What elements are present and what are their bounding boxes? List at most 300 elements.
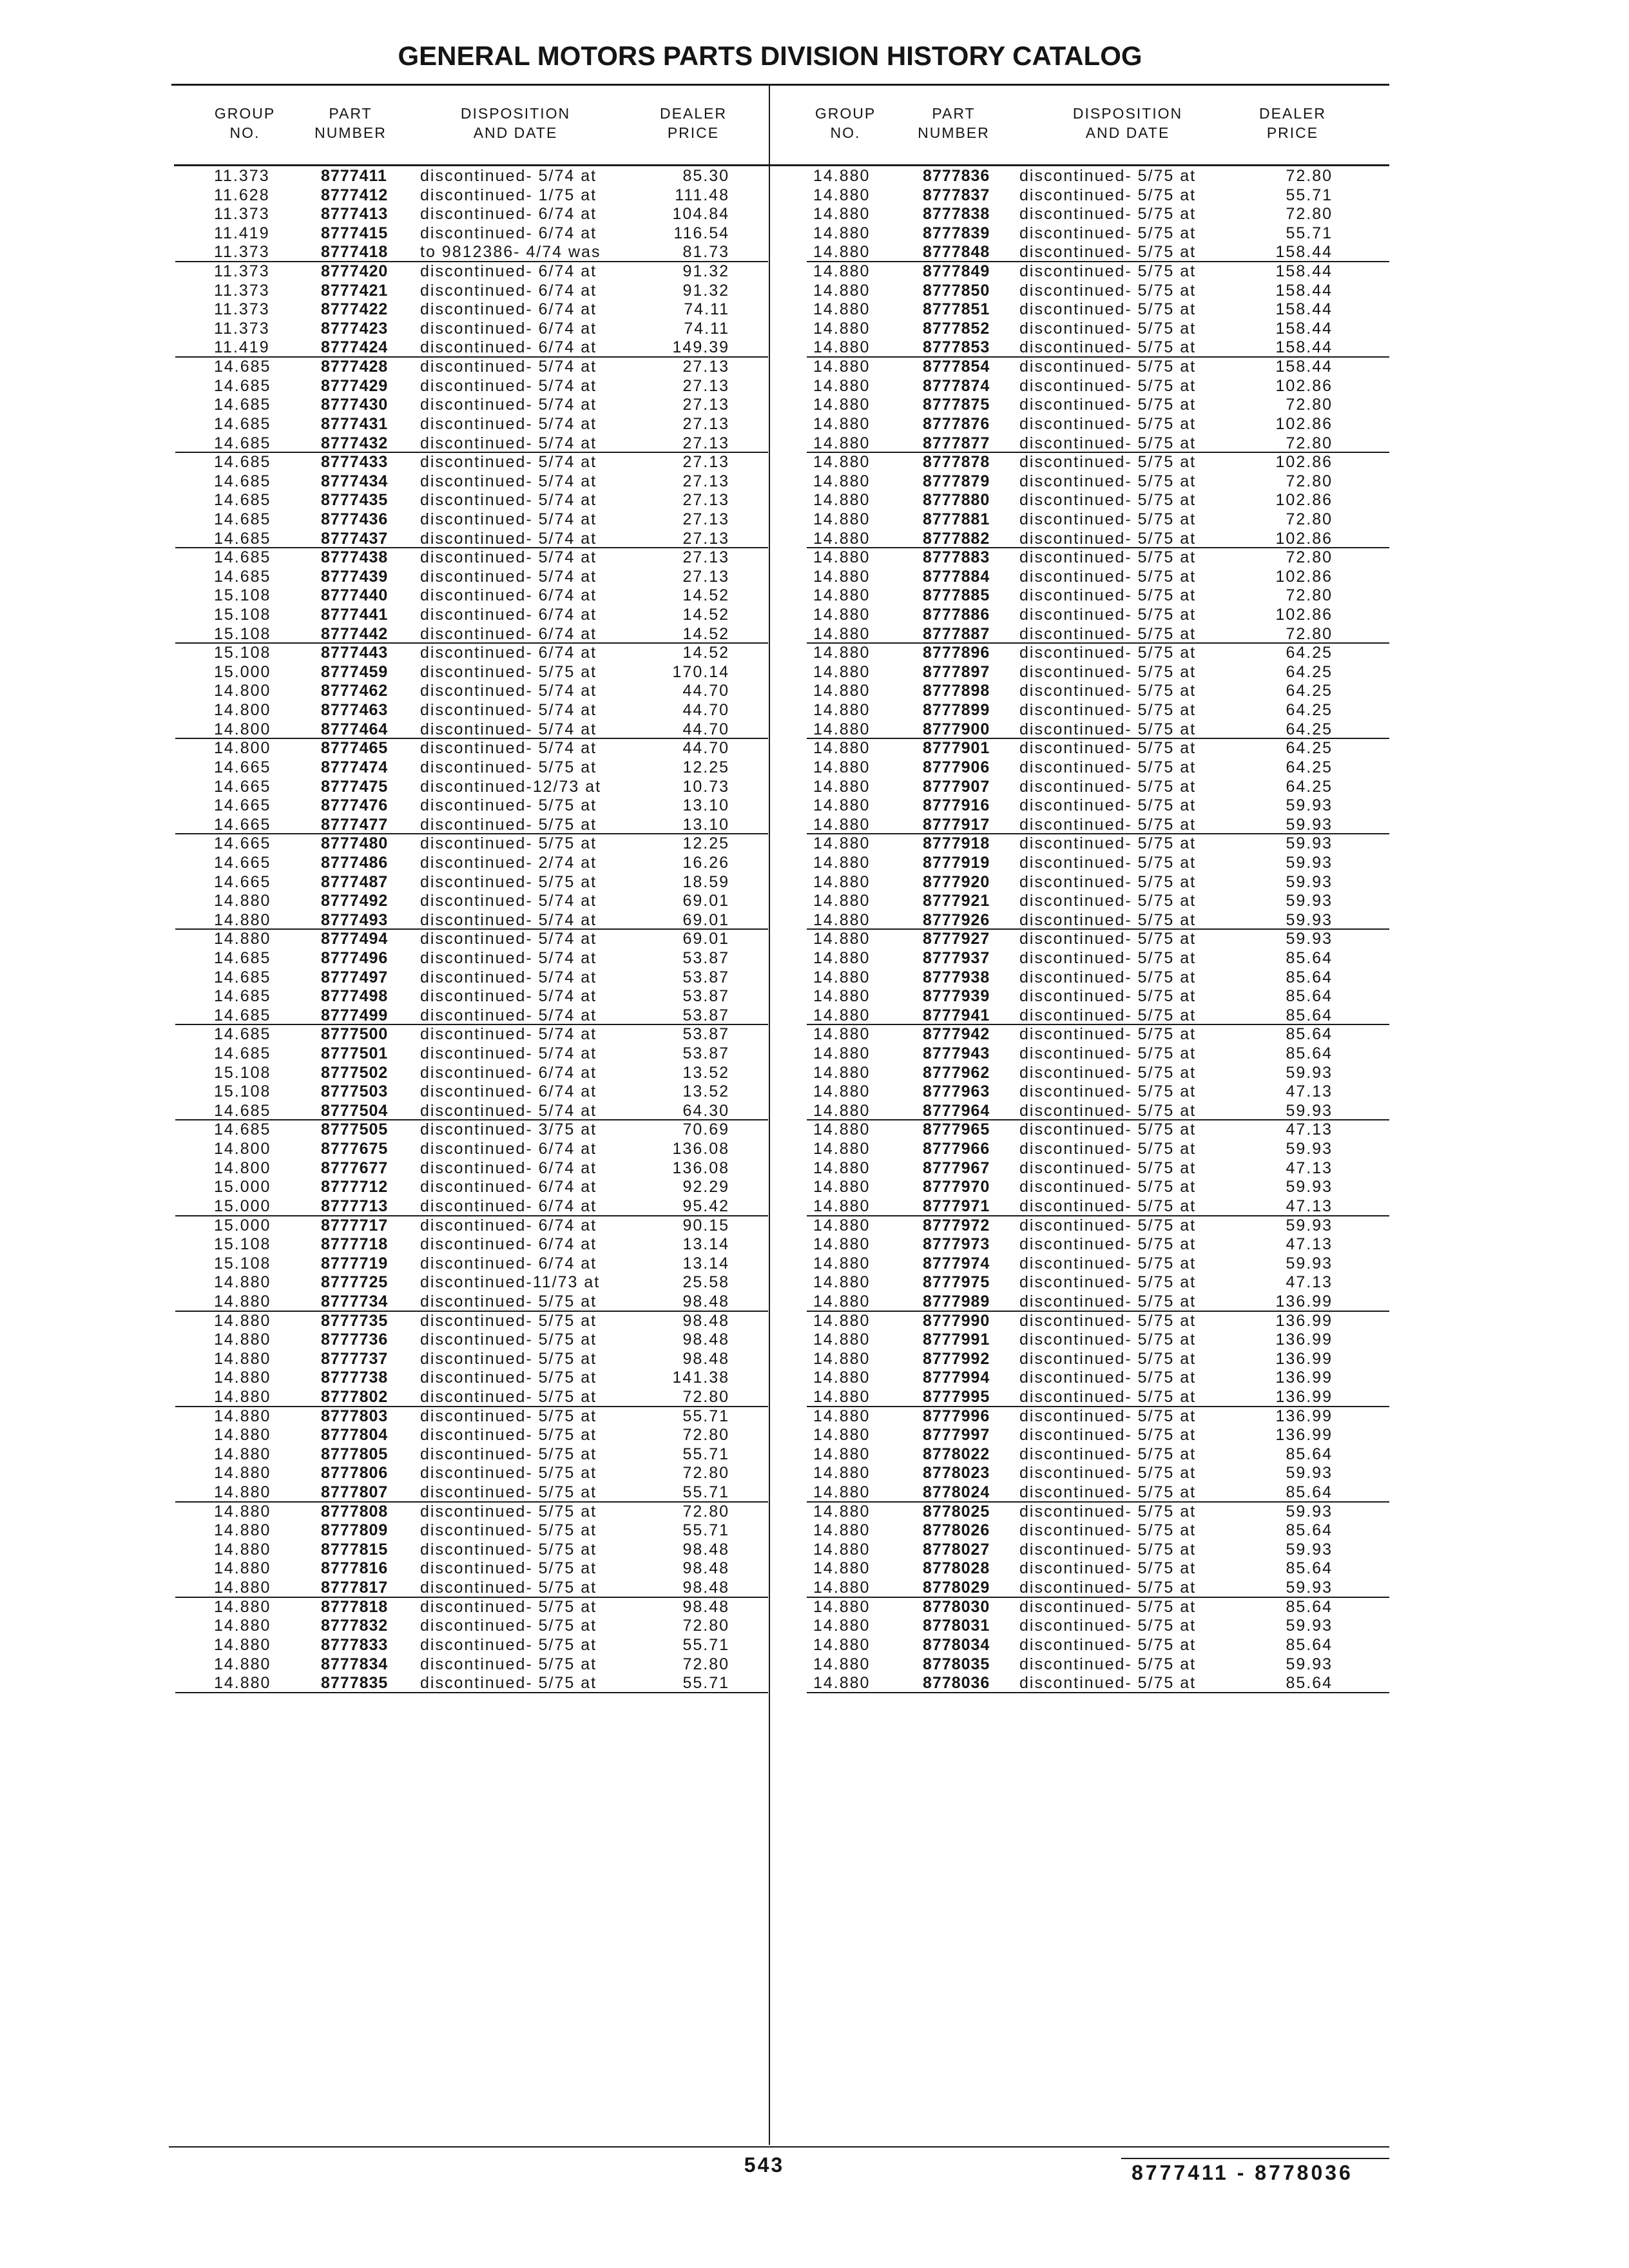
part-number: 8778034 <box>923 1635 990 1654</box>
table-row <box>0 548 769 568</box>
group-no: 14.685 <box>214 1006 271 1024</box>
group-no: 14.880 <box>813 319 871 338</box>
disposition: discontinued- 5/75 at <box>1019 1044 1197 1063</box>
dealer-price: 136.99 <box>1275 1388 1333 1406</box>
part-number: 8777920 <box>923 872 990 891</box>
disposition: discontinued- 5/75 at <box>420 1617 597 1635</box>
dealer-price: 47.13 <box>1286 1235 1333 1254</box>
table-row <box>0 796 769 816</box>
disposition: discontinued- 5/75 at <box>1019 358 1197 376</box>
dealer-price: 85.64 <box>1286 1044 1333 1063</box>
dealer-price: 55.71 <box>682 1483 729 1502</box>
right-column-table <box>769 167 1539 1695</box>
dealer-price: 136.99 <box>1275 1407 1333 1425</box>
table-row <box>0 1235 769 1254</box>
part-number: 8777736 <box>321 1331 389 1349</box>
dealer-price: 59.93 <box>1286 1540 1333 1559</box>
group-no: 14.880 <box>813 1196 871 1215</box>
table-row <box>769 968 1539 988</box>
dealer-price: 27.13 <box>682 491 729 510</box>
table-row <box>769 186 1539 206</box>
disposition: discontinued- 6/74 at <box>420 319 597 338</box>
group-no: 14.880 <box>813 1216 871 1235</box>
dealer-price: 47.13 <box>1286 1273 1333 1292</box>
part-number: 8777675 <box>321 1140 389 1158</box>
table-row <box>0 282 769 301</box>
disposition: discontinued- 6/74 at <box>420 1063 597 1082</box>
group-no: 14.880 <box>813 872 871 891</box>
disposition: discontinued- 5/74 at <box>420 548 597 567</box>
disposition: discontinued- 5/74 at <box>420 910 597 929</box>
table-row <box>0 968 769 988</box>
group-no: 14.880 <box>813 376 871 395</box>
part-number: 8777965 <box>923 1120 990 1139</box>
group-no: 14.880 <box>813 300 871 319</box>
group-no: 14.880 <box>813 1082 871 1101</box>
part-number: 8777941 <box>923 1006 990 1024</box>
disposition: discontinued- 5/75 at <box>1019 1140 1197 1158</box>
disposition: discontinued- 5/75 at <box>420 1559 597 1578</box>
group-no: 14.880 <box>813 262 871 281</box>
group-no: 14.880 <box>813 1158 871 1177</box>
disposition: discontinued- 6/74 at <box>420 1178 597 1196</box>
part-number: 8777718 <box>321 1235 389 1254</box>
table-row <box>769 1331 1539 1350</box>
dealer-price: 72.80 <box>1286 548 1333 567</box>
dealer-price: 53.87 <box>682 968 729 986</box>
group-no: 14.880 <box>813 1025 871 1044</box>
dealer-price: 47.13 <box>1286 1082 1333 1101</box>
disposition: discontinued- 5/74 at <box>420 1101 597 1120</box>
group-no: 15.108 <box>214 1063 271 1082</box>
group-no: 14.880 <box>214 1597 271 1616</box>
group-no: 14.685 <box>214 548 271 567</box>
group-no: 14.800 <box>214 720 271 738</box>
dealer-price: 72.80 <box>1286 510 1333 528</box>
group-no: 14.685 <box>214 987 271 1006</box>
dealer-price: 104.84 <box>672 205 729 224</box>
table-row <box>0 1064 769 1083</box>
table-row <box>0 338 769 358</box>
group-no: 14.685 <box>214 567 271 586</box>
table-row <box>0 1483 769 1503</box>
table-row <box>0 1293 769 1312</box>
part-number: 8777972 <box>923 1216 990 1235</box>
disposition: discontinued- 5/75 at <box>1019 1464 1197 1483</box>
disposition: discontinued- 5/74 at <box>420 472 597 490</box>
table-row <box>769 1120 1539 1140</box>
disposition: discontinued- 5/75 at <box>420 1502 597 1521</box>
disposition: discontinued- 5/75 at <box>420 1540 597 1559</box>
dealer-price: 59.93 <box>1286 815 1333 834</box>
dealer-price: 85.30 <box>682 167 729 185</box>
part-number: 8777991 <box>923 1331 990 1349</box>
group-no: 14.800 <box>214 1158 271 1177</box>
dealer-price: 55.71 <box>682 1635 729 1654</box>
table-row <box>0 1159 769 1178</box>
table-row <box>769 282 1539 301</box>
table-row <box>0 1617 769 1636</box>
page-title: GENERAL MOTORS PARTS DIVISION HISTORY CATALOG <box>398 41 1142 71</box>
dealer-price: 158.44 <box>1275 300 1333 319</box>
table-row <box>769 1445 1539 1465</box>
dealer-price: 64.25 <box>1286 758 1333 776</box>
table-row <box>769 262 1539 282</box>
disposition: to 9812386- 4/74 was <box>420 243 601 262</box>
dealer-price: 102.86 <box>1275 606 1333 624</box>
part-number: 8777835 <box>321 1674 389 1693</box>
dealer-price: 85.64 <box>1286 948 1333 967</box>
disposition: discontinued- 5/75 at <box>420 796 597 815</box>
part-number: 8777465 <box>321 739 389 758</box>
group-no: 14.685 <box>214 376 271 395</box>
table-row <box>0 262 769 282</box>
group-no: 15.108 <box>214 606 271 624</box>
part-number: 8777504 <box>321 1101 389 1120</box>
part-number: 8777881 <box>923 510 990 528</box>
table-row <box>0 1350 769 1369</box>
header-line: DISPOSITION <box>1072 105 1183 122</box>
group-no: 14.880 <box>813 453 871 472</box>
table-row <box>769 224 1539 244</box>
header-line: NO. <box>229 124 260 141</box>
part-number: 8777437 <box>321 529 389 548</box>
disposition: discontinued- 5/75 at <box>420 1635 597 1654</box>
group-no: 14.880 <box>813 548 871 567</box>
group-no: 14.880 <box>214 1349 271 1368</box>
group-no: 14.685 <box>214 358 271 376</box>
header-part-number <box>870 104 1037 142</box>
part-number: 8777967 <box>923 1158 990 1177</box>
part-number: 8777423 <box>321 319 389 338</box>
dealer-price: 85.64 <box>1286 987 1333 1006</box>
header-line: NUMBER <box>314 124 387 141</box>
part-number: 8777735 <box>321 1311 389 1330</box>
part-number: 8777853 <box>923 338 990 357</box>
dealer-price: 47.13 <box>1286 1196 1333 1215</box>
disposition: discontinued- 5/75 at <box>420 1292 597 1311</box>
group-no: 14.880 <box>813 624 871 643</box>
group-no: 14.880 <box>813 662 871 681</box>
part-number: 8777807 <box>321 1483 389 1502</box>
table-row <box>769 300 1539 320</box>
table-row <box>769 1159 1539 1178</box>
table-row <box>769 949 1539 968</box>
part-number: 8777815 <box>321 1540 389 1559</box>
disposition: discontinued- 5/75 at <box>1019 1559 1197 1578</box>
disposition: discontinued- 5/75 at <box>1019 434 1197 452</box>
dealer-price: 27.13 <box>682 376 729 395</box>
part-number: 8777436 <box>321 510 389 528</box>
disposition: discontinued- 5/75 at <box>1019 892 1197 910</box>
disposition: discontinued- 5/75 at <box>1019 414 1197 433</box>
part-number: 8777926 <box>923 910 990 929</box>
group-no: 14.880 <box>214 1331 271 1349</box>
table-row <box>769 1407 1539 1427</box>
dealer-price: 136.99 <box>1275 1349 1333 1368</box>
disposition: discontinued- 5/75 at <box>1019 1196 1197 1215</box>
dealer-price: 27.13 <box>682 358 729 376</box>
part-number: 8777480 <box>321 834 389 853</box>
disposition: discontinued- 5/75 at <box>1019 682 1197 700</box>
disposition: discontinued- 5/75 at <box>1019 815 1197 834</box>
disposition: discontinued- 5/75 at <box>420 1349 597 1368</box>
dealer-price: 158.44 <box>1275 243 1333 262</box>
table-row <box>769 873 1539 892</box>
disposition: discontinued- 5/74 at <box>420 1044 597 1063</box>
table-row <box>769 205 1539 224</box>
disposition: discontinued- 5/75 at <box>1019 1331 1197 1349</box>
dealer-price: 85.64 <box>1286 968 1333 986</box>
part-number: 8777917 <box>923 815 990 834</box>
table-row <box>769 1102 1539 1121</box>
header-rule <box>174 164 1389 166</box>
table-row <box>0 205 769 224</box>
part-number: 8777896 <box>923 644 990 662</box>
group-no: 14.880 <box>813 1178 871 1196</box>
part-number: 8777879 <box>923 472 990 490</box>
group-no: 14.880 <box>813 1292 871 1311</box>
disposition: discontinued- 5/75 at <box>1019 548 1197 567</box>
disposition: discontinued- 5/75 at <box>1019 529 1197 548</box>
dealer-price: 72.80 <box>1286 434 1333 452</box>
table-row <box>769 243 1539 262</box>
table-row <box>769 415 1539 434</box>
part-number: 8778029 <box>923 1579 990 1597</box>
dealer-price: 14.52 <box>682 586 729 605</box>
group-no: 11.373 <box>214 243 270 262</box>
header-line: DEALER <box>659 105 728 122</box>
disposition: discontinued- 5/75 at <box>1019 1273 1197 1292</box>
part-number: 8777939 <box>923 987 990 1006</box>
table-row <box>0 415 769 434</box>
disposition: discontinued- 6/74 at <box>420 338 597 357</box>
dealer-price: 59.93 <box>1286 1502 1333 1521</box>
group-no: 14.685 <box>214 453 271 472</box>
dealer-price: 44.70 <box>682 682 729 700</box>
group-no: 14.880 <box>813 1579 871 1597</box>
table-row <box>769 796 1539 816</box>
dealer-price: 64.25 <box>1286 720 1333 738</box>
group-no: 14.880 <box>813 1006 871 1024</box>
dealer-price: 136.99 <box>1275 1311 1333 1330</box>
disposition: discontinued- 5/75 at <box>1019 930 1197 948</box>
part-number: 8778035 <box>923 1655 990 1673</box>
disposition: discontinued- 5/75 at <box>420 1674 597 1693</box>
part-number: 8777833 <box>321 1635 389 1654</box>
dealer-price: 12.25 <box>682 834 729 853</box>
part-number: 8777677 <box>321 1158 389 1177</box>
part-number: 8777919 <box>923 853 990 872</box>
disposition: discontinued- 5/75 at <box>420 1331 597 1349</box>
disposition: discontinued- 6/74 at <box>420 1140 597 1158</box>
dealer-price: 85.64 <box>1286 1521 1333 1540</box>
part-number: 8777854 <box>923 358 990 376</box>
table-row <box>0 1541 769 1560</box>
group-no: 11.373 <box>214 281 270 300</box>
table-row <box>0 167 769 186</box>
table-row <box>769 1598 1539 1617</box>
table-row <box>769 1044 1539 1064</box>
group-no: 14.880 <box>813 396 871 414</box>
table-row <box>0 1120 769 1140</box>
part-number: 8777717 <box>321 1216 389 1235</box>
part-number: 8777464 <box>321 720 389 738</box>
group-no: 14.880 <box>813 1254 871 1273</box>
table-row <box>0 1273 769 1293</box>
part-number: 8777817 <box>321 1579 389 1597</box>
dealer-price: 158.44 <box>1275 281 1333 300</box>
table-row <box>0 568 769 587</box>
disposition: discontinued- 6/74 at <box>420 1196 597 1215</box>
table-row <box>769 625 1539 644</box>
table-row <box>0 1674 769 1693</box>
part-number: 8777838 <box>923 205 990 224</box>
table-row <box>769 1025 1539 1044</box>
dealer-price: 55.71 <box>1286 224 1333 242</box>
group-no: 15.108 <box>214 1235 271 1254</box>
group-no: 14.880 <box>214 1273 271 1292</box>
disposition: discontinued- 5/75 at <box>1019 720 1197 738</box>
part-number: 8777906 <box>923 758 990 776</box>
group-no: 11.419 <box>214 338 270 357</box>
disposition: discontinued-11/73 at <box>420 1273 601 1292</box>
part-number: 8777415 <box>321 224 389 242</box>
group-no: 15.108 <box>214 624 271 643</box>
dealer-price: 98.48 <box>682 1559 729 1578</box>
dealer-price: 59.93 <box>1286 853 1333 872</box>
part-number: 8777938 <box>923 968 990 986</box>
group-no: 11.373 <box>214 205 270 224</box>
dealer-price: 47.13 <box>1286 1120 1333 1139</box>
disposition: discontinued- 5/75 at <box>1019 567 1197 586</box>
dealer-price: 13.10 <box>682 796 729 815</box>
part-number: 8777424 <box>321 338 389 357</box>
header-line: PART <box>932 105 976 122</box>
disposition: discontinued- 6/74 at <box>420 1216 597 1235</box>
disposition: discontinued- 5/75 at <box>1019 1178 1197 1196</box>
part-number: 8777494 <box>321 930 389 948</box>
dealer-price: 158.44 <box>1275 319 1333 338</box>
group-no: 14.685 <box>214 1120 271 1139</box>
group-no: 14.880 <box>813 1063 871 1082</box>
table-row <box>769 1388 1539 1407</box>
header-line: AND DATE <box>473 124 558 141</box>
header-line: AND DATE <box>1085 124 1170 141</box>
part-number: 8777805 <box>321 1445 389 1463</box>
part-number: 8777428 <box>321 358 389 376</box>
part-number: 8777899 <box>923 701 990 720</box>
table-row <box>769 1674 1539 1693</box>
dealer-price: 55.71 <box>682 1445 729 1463</box>
dealer-price: 158.44 <box>1275 358 1333 376</box>
dealer-price: 102.86 <box>1275 529 1333 548</box>
table-row <box>769 834 1539 854</box>
part-number: 8777818 <box>321 1597 389 1616</box>
part-number: 8777970 <box>923 1178 990 1196</box>
part-number: 8777492 <box>321 892 389 910</box>
dealer-price: 64.30 <box>682 1101 729 1120</box>
group-no: 14.880 <box>214 1635 271 1654</box>
header-line: PRICE <box>667 124 720 141</box>
dealer-price: 141.38 <box>672 1369 729 1387</box>
dealer-price: 85.64 <box>1286 1635 1333 1654</box>
part-number: 8777966 <box>923 1140 990 1158</box>
group-no: 14.685 <box>214 1025 271 1044</box>
dealer-price: 72.80 <box>1286 167 1333 185</box>
part-number: 8777712 <box>321 1178 389 1196</box>
disposition: discontinued- 5/75 at <box>1019 624 1197 643</box>
table-row <box>769 682 1539 701</box>
disposition: discontinued- 5/74 at <box>420 567 597 586</box>
dealer-price: 72.80 <box>1286 396 1333 414</box>
part-number: 8777438 <box>321 548 389 567</box>
table-row <box>0 434 769 454</box>
dealer-price: 27.13 <box>682 434 729 452</box>
disposition: discontinued- 5/74 at <box>420 701 597 720</box>
table-row <box>769 377 1539 396</box>
table-row <box>769 1312 1539 1331</box>
group-no: 14.880 <box>214 1407 271 1425</box>
dealer-price: 14.52 <box>682 644 729 662</box>
disposition: discontinued- 6/74 at <box>420 1082 597 1101</box>
header-line: DEALER <box>1258 105 1327 122</box>
table-row <box>769 1254 1539 1274</box>
group-no: 14.880 <box>214 1388 271 1406</box>
part-number: 8777486 <box>321 853 389 872</box>
dealer-price: 53.87 <box>682 1025 729 1044</box>
part-number: 8777493 <box>321 910 389 929</box>
group-no: 14.880 <box>813 853 871 872</box>
dealer-price: 91.32 <box>682 262 729 281</box>
group-no: 14.880 <box>813 472 871 490</box>
part-number: 8777837 <box>923 186 990 204</box>
group-no: 14.880 <box>813 186 871 204</box>
disposition: discontinued- 5/75 at <box>1019 834 1197 853</box>
group-no: 14.665 <box>214 815 271 834</box>
dealer-price: 55.71 <box>682 1407 729 1425</box>
disposition: discontinued- 6/74 at <box>420 281 597 300</box>
dealer-price: 64.25 <box>1286 662 1333 681</box>
dealer-price: 98.48 <box>682 1597 729 1616</box>
group-no: 14.880 <box>813 1483 871 1502</box>
disposition: discontinued- 5/75 at <box>1019 777 1197 796</box>
table-row <box>769 434 1539 454</box>
dealer-price: 27.13 <box>682 567 729 586</box>
part-number: 8777418 <box>321 243 389 262</box>
disposition: discontinued- 5/75 at <box>1019 1502 1197 1521</box>
table-row <box>0 1025 769 1044</box>
disposition: discontinued- 5/75 at <box>1019 1349 1197 1368</box>
disposition: discontinued- 6/74 at <box>420 205 597 224</box>
group-no: 14.685 <box>214 396 271 414</box>
part-number: 8777432 <box>321 434 389 452</box>
group-no: 15.108 <box>214 644 271 662</box>
group-no: 14.880 <box>214 1369 271 1387</box>
group-no: 14.880 <box>813 1426 871 1445</box>
disposition: discontinued- 5/75 at <box>420 1655 597 1673</box>
dealer-price: 74.11 <box>684 300 729 319</box>
table-row <box>0 873 769 892</box>
group-no: 14.880 <box>813 1635 871 1654</box>
dealer-price: 27.13 <box>682 396 729 414</box>
disposition: discontinued- 5/75 at <box>420 1426 597 1445</box>
disposition: discontinued- 5/75 at <box>1019 300 1197 319</box>
part-number: 8778022 <box>923 1445 990 1463</box>
dealer-price: 98.48 <box>682 1292 729 1311</box>
disposition: discontinued- 6/74 at <box>420 1254 597 1273</box>
group-no: 14.880 <box>813 1407 871 1425</box>
